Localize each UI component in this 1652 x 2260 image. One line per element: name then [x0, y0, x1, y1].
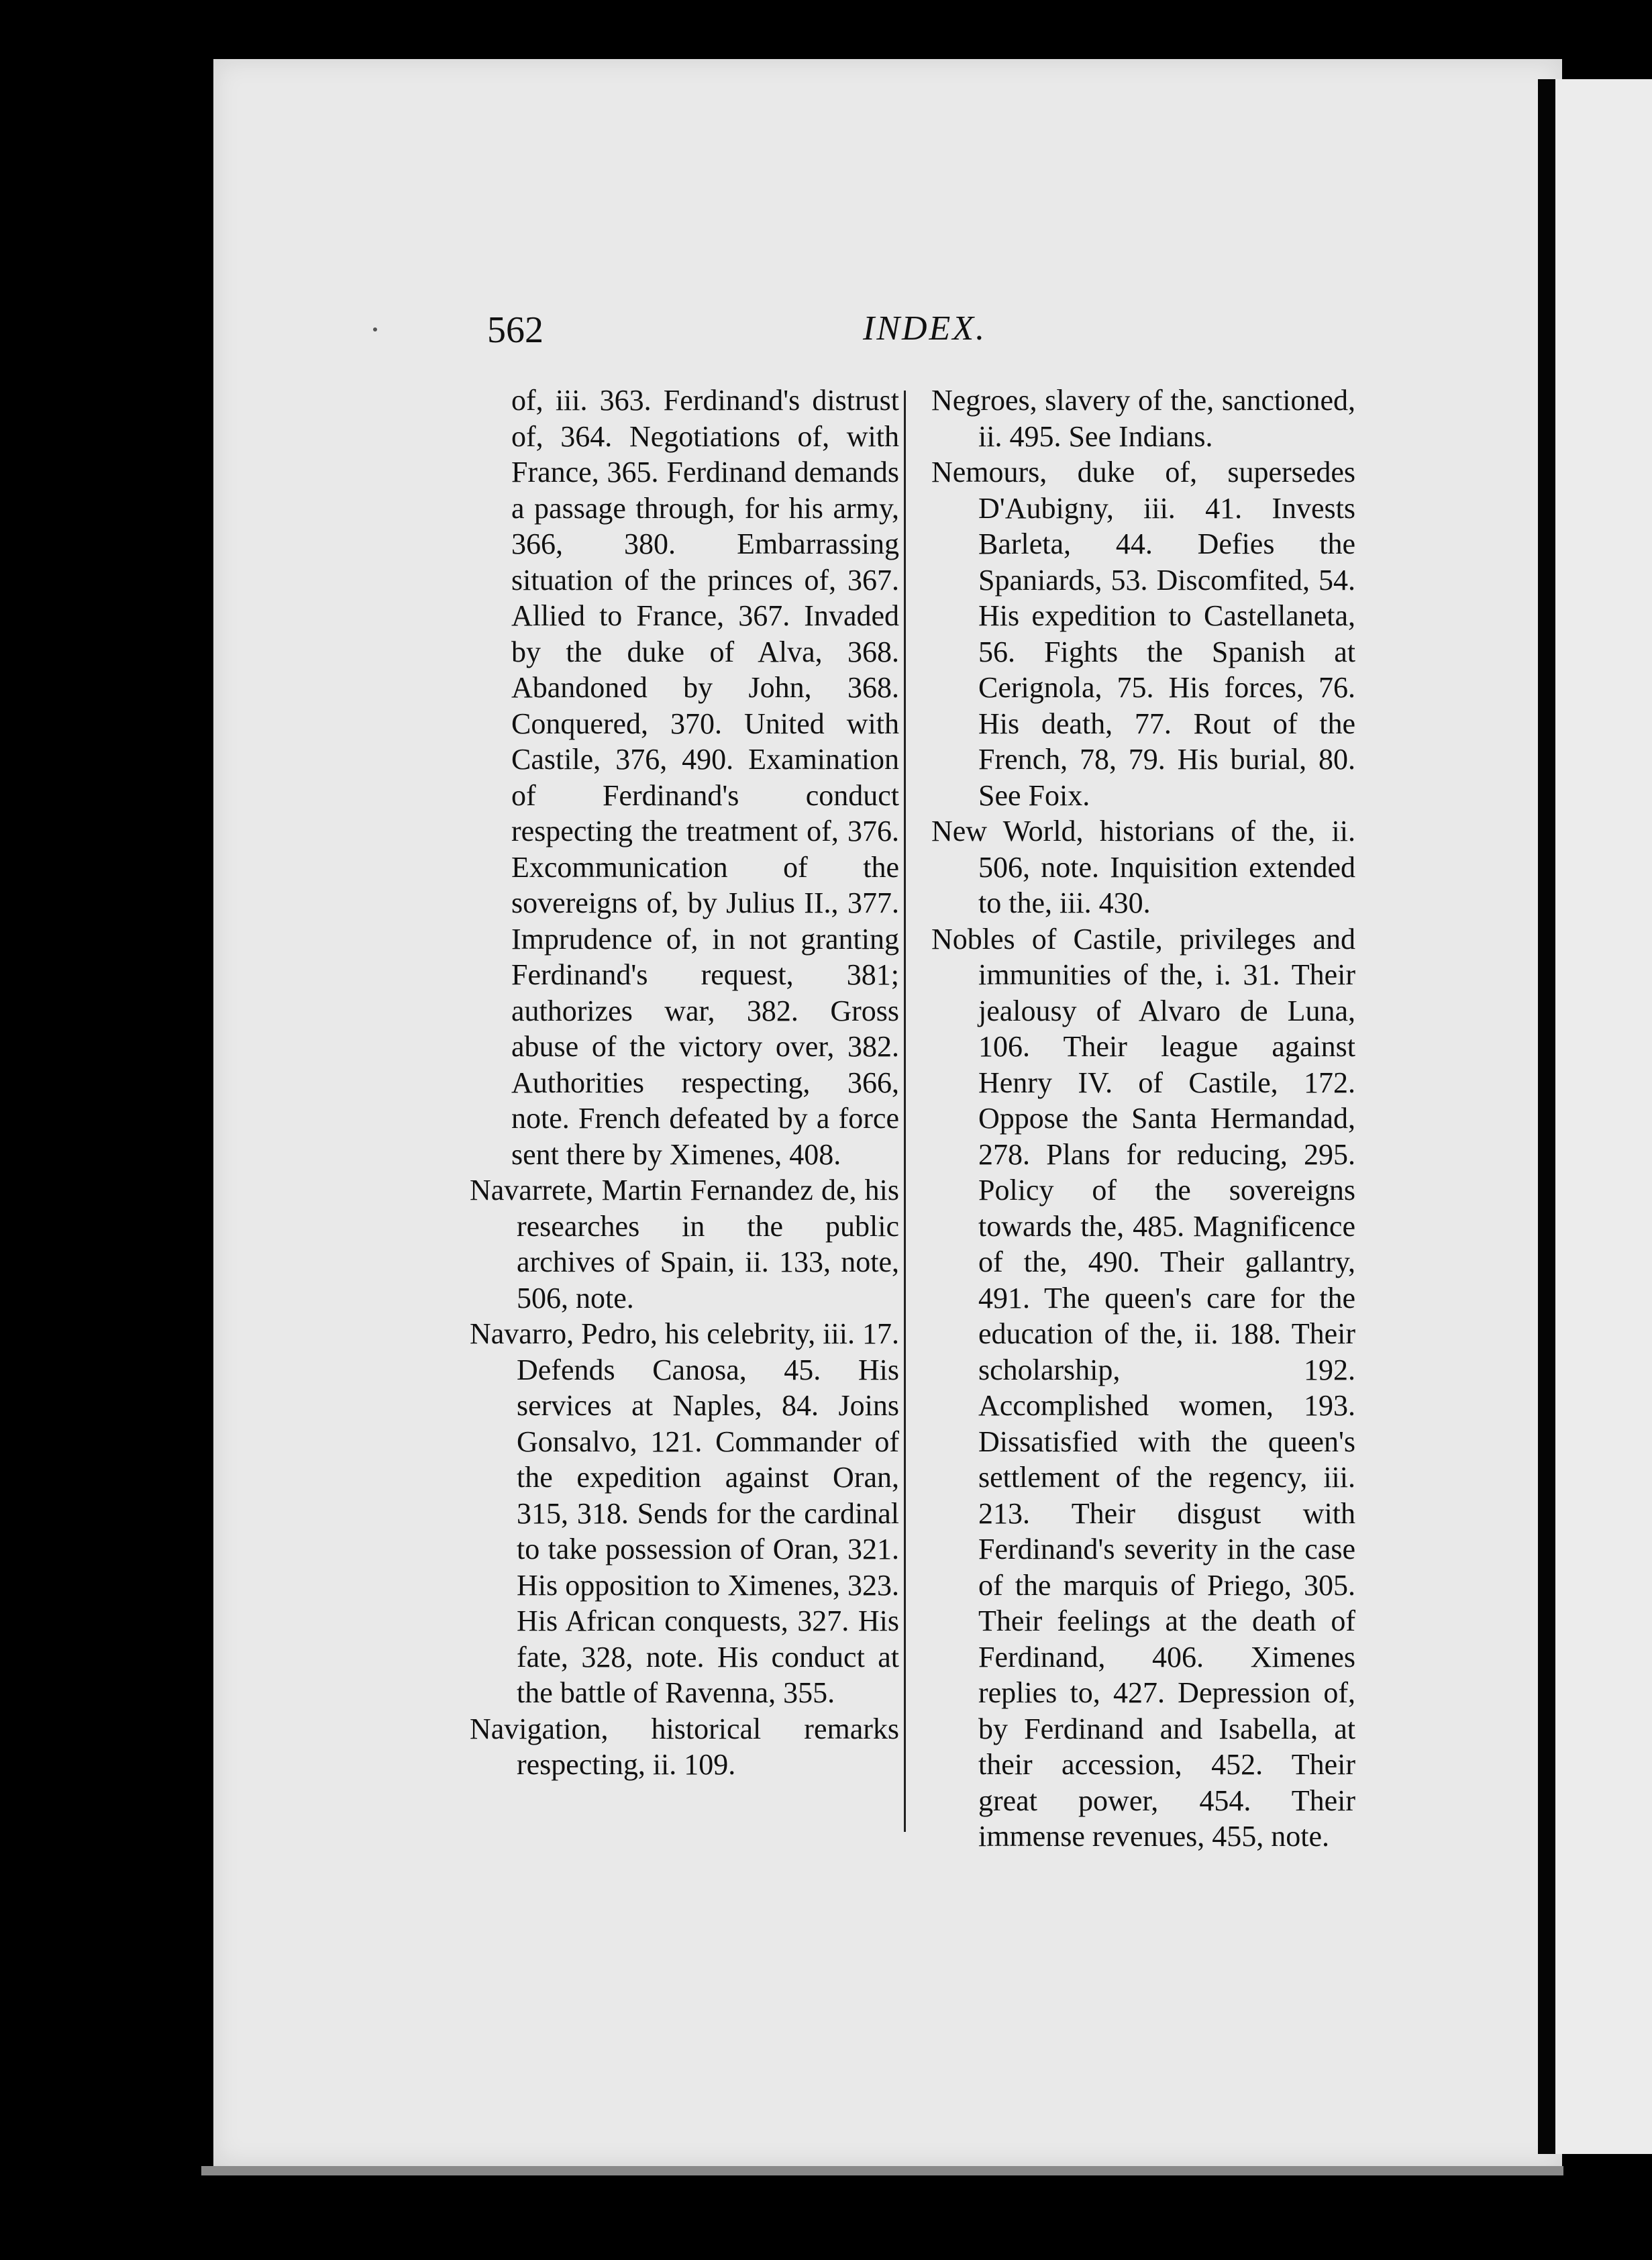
index-entry: Navigation, historical remarks respecting, ii. 109.	[470, 1712, 899, 1781]
page-header	[487, 309, 1272, 356]
scan-speck	[373, 327, 377, 331]
page-number: 562	[487, 309, 544, 351]
adjacent-page-edge	[1555, 79, 1652, 2154]
index-entry: New World, historians of the, ii. 506, note. Inquisition extended to the, iii. 430.	[931, 815, 1355, 919]
index-column-right	[931, 382, 1355, 1855]
index-column-left	[470, 382, 899, 1783]
column-divider	[904, 391, 906, 1832]
page-gutter	[1538, 79, 1555, 2154]
index-entry: Nemours, duke of, supersedes D'Aubigny, iii. 41. Invests Barleta, 44. Defies the Spaniards, 53. Discomfited, 54. His expedition to Castellaneta, 56. Fights the Spanish at Cerignola, 75. His forces, 76. His death, 77. Rout of the French, 78, 79. His burial, 80. See Foix.	[931, 456, 1355, 812]
running-title: INDEX.	[863, 309, 987, 348]
index-entry: Nobles of Castile, privileges and immunities of the, i. 31. Their jealousy of Alvaro de Luna, 106. Their league against Henry IV. of Castile, 172. Oppose the Santa Hermandad, 278. Plans for reducing, 295. Policy of the sovereigns towards the, 485. Magnificence of the, 490. Their gallantry, 491. The queen's care for the education of the, ii. 188. Their scholarship, 192. Accomplished women, 193. Dissatisfied with the queen's settlement of the regency, iii. 213. Their disgust with Ferdinand's severity in the case of the marquis of Priego, 305. Their feelings at the death of Ferdinand, 406. Ximenes replies to, 427. Depression of, by Ferdinand and Isabella, at their accession, 452. Their great power, 454. Their immense revenues, 455, note.	[931, 922, 1355, 1853]
index-entry: Navarrete, Martin Fernandez de, his researches in the public archives of Spain, ii. 133, note, 506, note.	[470, 1174, 899, 1315]
index-entry: Negroes, slavery of the, sanctioned, ii. 495. See Indians.	[931, 384, 1355, 453]
page-bottom-edge	[201, 2166, 1563, 2175]
index-entry: Navarro, Pedro, his celebrity, iii. 17. Defends Canosa, 45. His services at Naples, 84. Joins Gonsalvo, 121. Commander of the expedition against Oran, 315, 318. Sends for the cardinal to take possession of Oran, 321. His opposition to Ximenes, 323. His African conquests, 327. His fate, 328, note. His conduct at the battle of Ravenna, 355.	[470, 1317, 899, 1709]
index-entry: of, iii. 363. Ferdinand's distrust of, 364. Negotiations of, with France, 365. Ferdinand demands a passage through, for his army, 366, 380. Embarrassing situation of the princes of, 367. Allied to France, 367. Invaded by the duke of Alva, 368. Abandoned by John, 368. Conquered, 370. United with Castile, 376, 490. Examination of Ferdinand's conduct respecting the treatment of, 376. Excommunication of the sovereigns of, by Julius II., 377. Imprudence of, in not granting Ferdinand's request, 381; authorizes war, 382. Gross abuse of the victory over, 382. Authorities respecting, 366, note. French defeated by a force sent there by Ximenes, 408.	[511, 384, 899, 1171]
